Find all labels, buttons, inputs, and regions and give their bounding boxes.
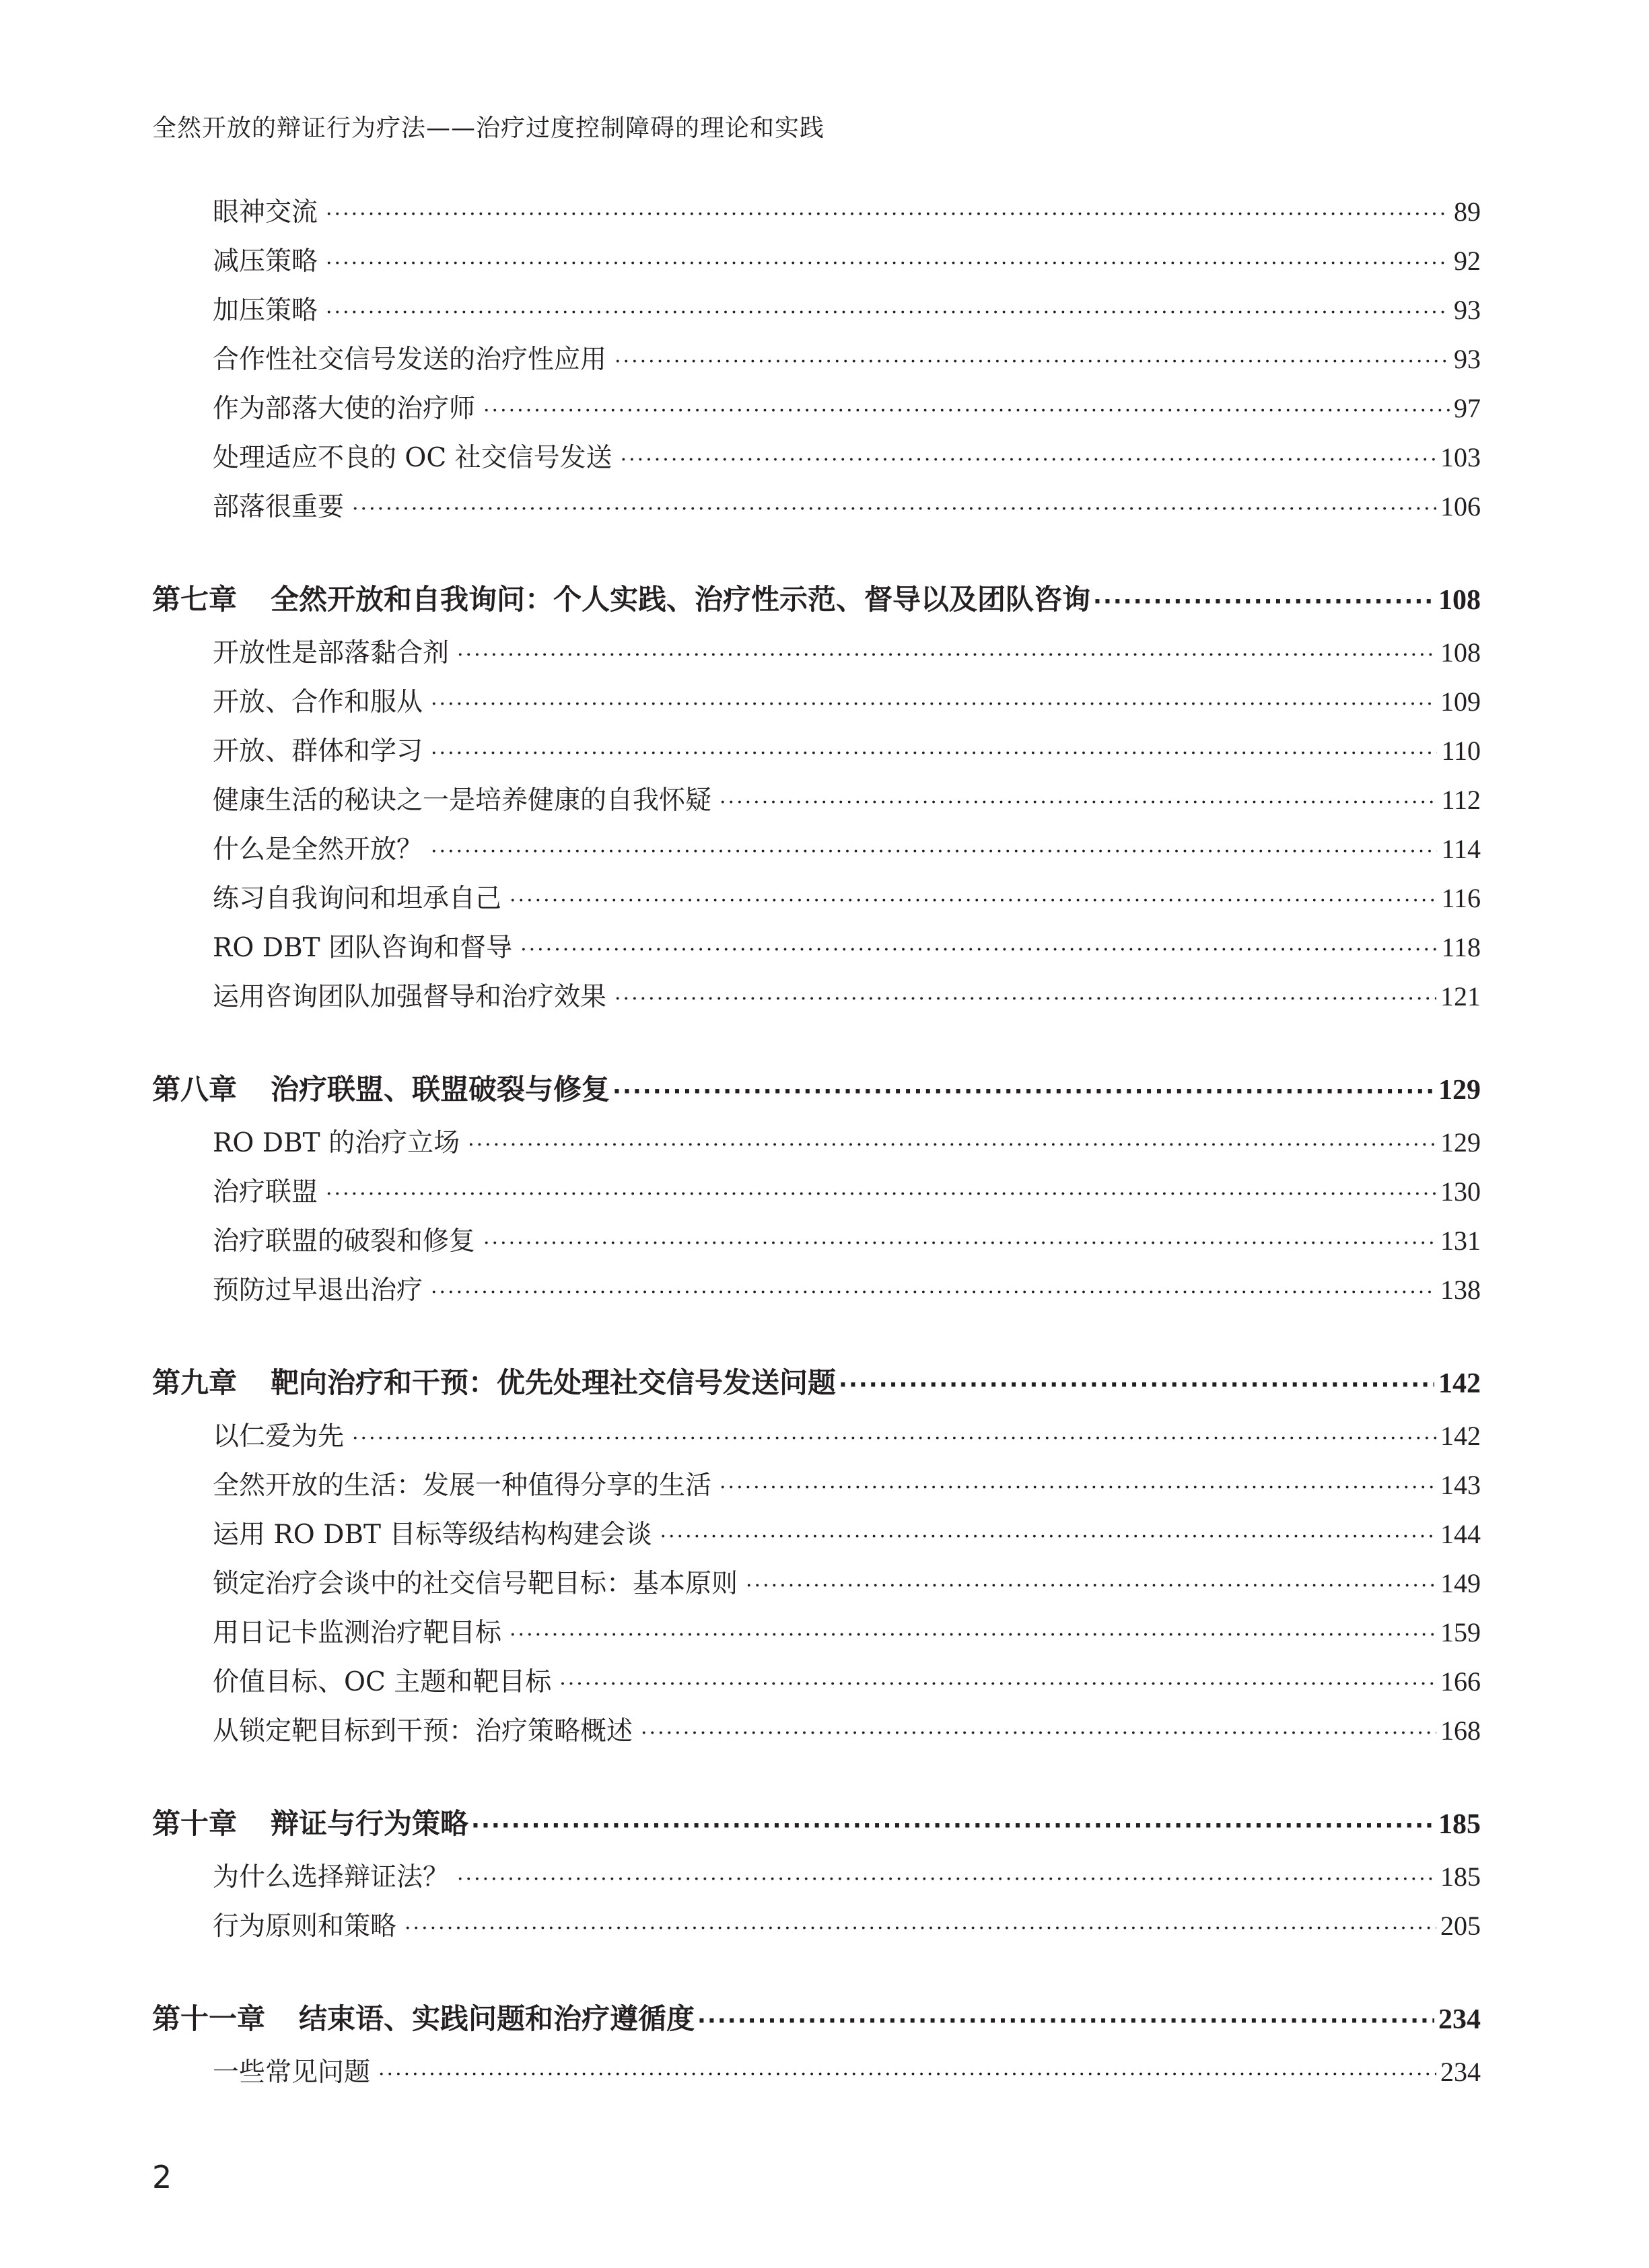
toc-entry	[213, 779, 1481, 817]
toc-entry-page: 143	[1440, 1470, 1481, 1500]
toc-entry	[213, 632, 1481, 670]
dot-leader	[615, 350, 1450, 374]
dot-leader	[1093, 588, 1434, 615]
dot-leader	[720, 1476, 1436, 1499]
dot-leader	[746, 1574, 1436, 1598]
toc-entry-title: 全然开放的生活：发展一种值得分享的生活	[213, 1470, 712, 1501]
dot-leader	[471, 1812, 1434, 1839]
chapter-page: 142	[1438, 1368, 1481, 1399]
toc-chapter-9	[152, 1361, 1481, 1401]
dot-leader	[839, 1372, 1434, 1398]
dot-leader	[720, 791, 1437, 814]
toc-entry-page: 97	[1454, 393, 1481, 423]
toc-entry-page: 103	[1440, 442, 1481, 472]
toc-entry-page: 118	[1441, 932, 1481, 962]
toc-entry-title: 治疗联盟的破裂和修复	[213, 1226, 476, 1256]
chapter-number: 第十一章	[152, 2002, 266, 2035]
dot-leader	[621, 448, 1436, 472]
toc-entry-page: 109	[1440, 686, 1481, 717]
dot-leader	[468, 1133, 1436, 1157]
chapter-page: 234	[1438, 2004, 1481, 2035]
chapter-title: 辩证与行为策略	[271, 1807, 469, 1840]
toc-entry-page: 116	[1441, 883, 1481, 913]
toc-entry	[213, 2051, 1481, 2089]
chapter-title: 结束语、实践问题和治疗遵循度	[299, 2002, 695, 2035]
toc-entry	[213, 1122, 1481, 1160]
toc-entry	[213, 1563, 1481, 1600]
toc-entry-title: 合作性社交信号发送的治疗性应用	[213, 345, 607, 375]
toc-entry-page: 92	[1454, 246, 1481, 276]
toc-entry	[213, 976, 1481, 1014]
dot-leader	[326, 1182, 1436, 1206]
toc-entry-page: 110	[1441, 736, 1481, 766]
toc-entry	[213, 1415, 1481, 1453]
toc-entry	[213, 1661, 1481, 1699]
toc-entry-page: 112	[1441, 785, 1481, 815]
toc-chapter-10	[152, 1802, 1481, 1842]
toc-entry-page: 159	[1440, 1617, 1481, 1647]
chapter-number: 第八章	[152, 1073, 238, 1106]
toc-entry-eye-contact	[213, 191, 1481, 229]
toc-entry	[213, 681, 1481, 719]
toc-entry-title: 处理适应不良的 OC 社交信号发送	[213, 443, 612, 473]
toc-entry-title: 锁定治疗会谈中的社交信号靶目标：基本原则	[213, 1569, 738, 1599]
toc-entry-title: 减压策略	[213, 246, 318, 277]
toc-entry-title: 开放、合作和服从	[213, 687, 423, 717]
toc-entry-page: 166	[1440, 1666, 1481, 1697]
toc-entry	[213, 1905, 1481, 1943]
dot-leader	[660, 1525, 1436, 1549]
dot-leader	[641, 1722, 1436, 1745]
toc-entry-page: 93	[1454, 295, 1481, 325]
toc-entry-title: 部落很重要	[213, 492, 345, 522]
dot-leader	[520, 938, 1437, 962]
toc-entry	[213, 1269, 1481, 1307]
toc-entry-title: 从锁定靶目标到干预：治疗策略概述	[213, 1716, 633, 1746]
dot-leader	[405, 1917, 1436, 1940]
chapter-page: 108	[1438, 585, 1481, 616]
chapter-number: 第十章	[152, 1807, 238, 1840]
toc-entry-page: 185	[1440, 1862, 1481, 1892]
dot-leader	[326, 301, 1450, 324]
toc-entry-page: 129	[1440, 1127, 1481, 1158]
toc-entry-page: 93	[1454, 344, 1481, 374]
toc-entry	[213, 927, 1481, 964]
chapter-title: 靶向治疗和干预：优先处理社交信号发送问题	[271, 1366, 837, 1399]
toc-entry-page: 144	[1440, 1519, 1481, 1549]
toc-entry	[213, 1856, 1481, 1894]
toc-entry-page: 131	[1440, 1226, 1481, 1256]
toc-entry-title: 以仁爱为先	[213, 1421, 345, 1452]
dot-leader	[326, 203, 1450, 226]
toc-entry-tribe-ambassador	[213, 388, 1481, 425]
dot-leader	[431, 742, 1437, 765]
chapter-page: 185	[1438, 1809, 1481, 1840]
toc-entry-title: 运用咨询团队加强督导和治疗效果	[213, 982, 607, 1012]
toc-chapter-7	[152, 577, 1481, 618]
dot-leader	[326, 252, 1450, 275]
toc-entry-title: 什么是全然开放？	[213, 835, 423, 865]
toc-entry-title: 预防过早退出治疗	[213, 1275, 423, 1306]
toc-entry	[213, 878, 1481, 915]
toc-entry-title: 行为原则和策略	[213, 1911, 397, 1942]
toc-entry-page: 138	[1440, 1275, 1481, 1305]
toc-entry-page: 89	[1454, 197, 1481, 227]
toc-entry-title: 一些常见问题	[213, 2057, 371, 2088]
dot-leader	[457, 1868, 1436, 1891]
toc-entry-page: 168	[1440, 1715, 1481, 1746]
toc-entry-title: 健康生活的秘诀之一是培养健康的自我怀疑	[213, 785, 712, 816]
chapter-number: 第七章	[152, 583, 238, 616]
toc-entry-title: 治疗联盟	[213, 1177, 318, 1207]
dot-leader	[352, 497, 1436, 521]
dot-leader	[612, 1078, 1434, 1105]
toc-entry	[213, 730, 1481, 768]
toc-entry-page: 114	[1441, 834, 1481, 864]
toc-entry	[213, 1171, 1481, 1209]
toc-entry-title: 开放性是部落黏合剂	[213, 638, 450, 668]
chapter-number: 第九章	[152, 1366, 238, 1399]
toc-entry	[213, 1710, 1481, 1748]
toc-entry-cooperative-signaling	[213, 339, 1481, 376]
toc-entry-page: 142	[1440, 1421, 1481, 1451]
toc-entry-title: 作为部落大使的治疗师	[213, 394, 476, 424]
dot-leader	[483, 1232, 1436, 1255]
chapter-title: 治疗联盟、联盟破裂与修复	[271, 1073, 610, 1106]
toc-entry-page: 149	[1440, 1568, 1481, 1598]
toc-entry-title: 用日记卡监测治疗靶目标	[213, 1618, 502, 1648]
toc-entry-title: 价值目标、OC 主题和靶目标	[213, 1667, 552, 1697]
dot-leader	[559, 1672, 1436, 1696]
toc-entry-page: 130	[1440, 1176, 1481, 1207]
dot-leader	[615, 987, 1436, 1011]
toc-entry-title: RO DBT 团队咨询和督导	[213, 933, 513, 963]
dot-leader	[510, 889, 1437, 913]
dot-leader	[431, 693, 1436, 716]
toc-entry-tribe-matters	[213, 486, 1481, 524]
toc-entry-title: 开放、群体和学习	[213, 736, 423, 767]
running-header: 全然开放的辩证行为疗法——治疗过度控制障碍的理论和实践	[152, 114, 825, 142]
toc-entry	[213, 1464, 1481, 1502]
toc-chapter-8	[152, 1067, 1481, 1108]
toc-entry-page: 234	[1440, 2057, 1481, 2087]
dot-leader	[352, 1427, 1436, 1450]
chapter-title: 全然开放和自我询问：个人实践、治疗性示范、督导以及团队咨询	[271, 583, 1091, 616]
dot-leader	[457, 643, 1436, 667]
toc-entry-title: 运用 RO DBT 目标等级结构构建会谈	[213, 1520, 652, 1550]
toc-entry-title: RO DBT 的治疗立场	[213, 1128, 460, 1158]
toc-entry-maladaptive-oc-signaling	[213, 437, 1481, 474]
toc-entry-compress-strategy	[213, 289, 1481, 327]
dot-leader	[431, 1281, 1436, 1304]
dot-leader	[431, 840, 1437, 863]
toc-entry-page: 106	[1440, 491, 1481, 522]
toc-entry-decompress-strategy	[213, 240, 1481, 278]
toc-entry-title: 为什么选择辩证法？	[213, 1862, 450, 1892]
chapter-page: 129	[1438, 1075, 1481, 1106]
toc-entry-page: 108	[1440, 637, 1481, 668]
dot-leader	[378, 2063, 1436, 2086]
toc-entry	[213, 1612, 1481, 1650]
dot-leader	[510, 1623, 1436, 1647]
dot-leader	[697, 2008, 1434, 2034]
toc-entry-page: 205	[1440, 1911, 1481, 1941]
toc-entry	[213, 828, 1481, 866]
toc-entry-page: 121	[1440, 981, 1481, 1012]
page-number: 2	[152, 2159, 172, 2195]
dot-leader	[483, 399, 1450, 423]
toc-entry-title: 练习自我询问和坦承自己	[213, 884, 502, 914]
toc-entry-title: 眼神交流	[213, 197, 318, 227]
toc-chapter-11	[152, 1997, 1481, 2037]
toc-entry-title: 加压策略	[213, 295, 318, 326]
toc-entry	[213, 1514, 1481, 1551]
toc-entry	[213, 1220, 1481, 1258]
